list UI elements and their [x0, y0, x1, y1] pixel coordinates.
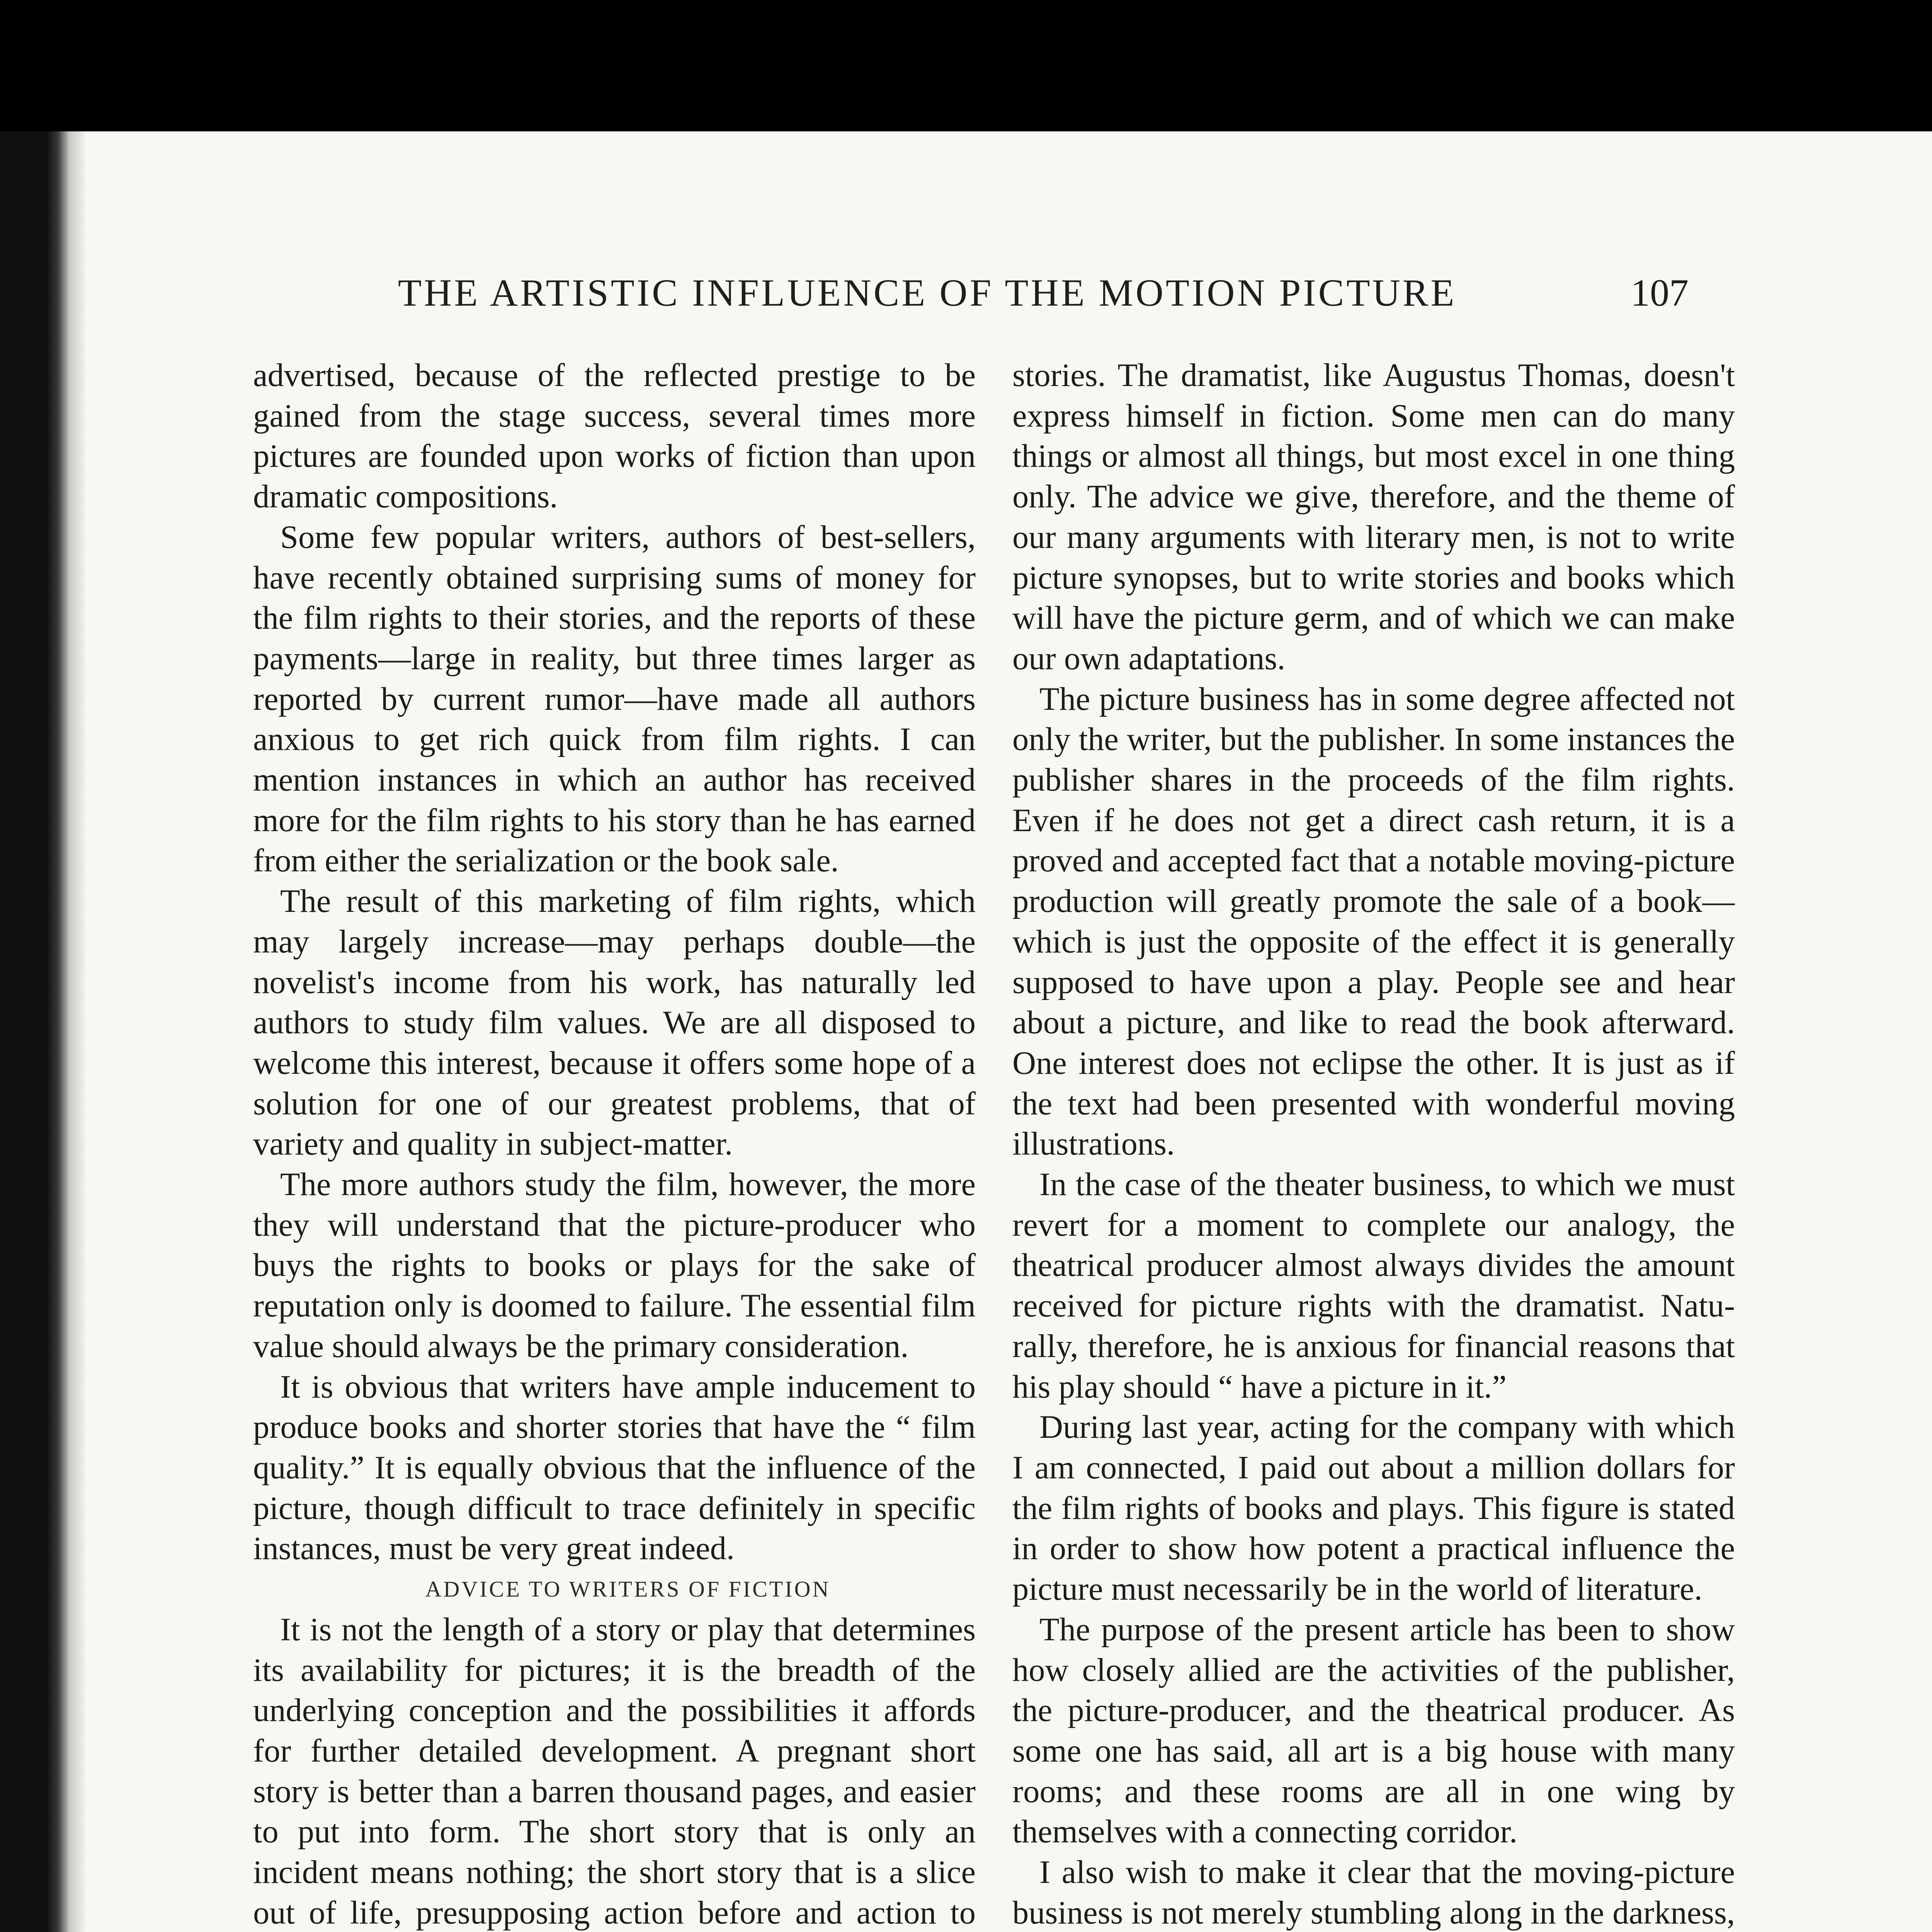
paragraph: stories. The dramatist, like Augustus Thomas, doesn't express himself in fiction. Some men can do many things or almost all things, but most excel in one thing only. The advice we give, therefore, and the theme of our many arguments with literary men, is not to write picture synopses, but to write stories and books which will have the picture germ, and of which we can make our own adaptations. — [1012, 357, 1735, 677]
paragraph: The more authors study the film, however, the more they will understand that the picture-producer who buys the rights to books or plays for the sake of reputation only is doomed to failure. The essential film value should always be the primary consideration. — [253, 1167, 976, 1364]
left-column — [253, 355, 976, 1932]
paragraph: The picture business has in some degree affected not only the writer, but the publisher. In some instances the publisher shares in the proceeds of the film rights. Even if he does not get a direct cash return, it is a proved and accepted fact that a notable moving-picture production will greatly promote the sale of a book—which is just the opposite of the effect it is generally supposed to have upon a play. People see and hear about a picture, and like to read the book afterward. One interest does not eclipse the other. It is just as if the text had been presented with wonderful moving illustrations. — [1012, 681, 1735, 1162]
running-title: THE ARTISTIC INFLUENCE OF THE MOTION PICTURE — [398, 271, 1457, 314]
page-number: 107 — [1631, 271, 1689, 314]
paragraph: During last year, acting for the company with which I am connected, I paid out about a million dollars for the film rights of books and plays. This figure is stated in order to show how potent a practical influence the picture must necessarily be in the world of literature. — [1012, 1409, 1735, 1607]
binding-edge — [0, 131, 85, 1932]
paragraph: In the case of the theater business, to which we must revert for a moment to complete our analogy, the theatrical producer almost always divides the amount received for picture rights with the dramatist. Naturally, therefore, he is anxious for financial reasons that his play should “ have a picture in it.” — [1012, 1167, 1735, 1405]
paragraph: I also wish to make it clear that the moving-picture business is not merely stumbling along in the darkness, — [1012, 1854, 1735, 1931]
paragraph: The result of this marketing of film rights, which may largely increase—may perhaps double—the novelist's income from his work, has naturally led authors to study film values. We are all disposed to welcome this interest, because it offers some hope of a solution for one of our greatest problems, that of variety and quality in subject-matter. — [253, 883, 976, 1162]
paragraph: It is not the length of a story or play that determines its availability for pictures; it is the breadth of the underlying conception and the possibilities it affords for further detailed development. A pregnant short story is better than a barren thousand pages, and easier to put into form. The short story that is only an incident means nothing; the short story that is a slice out of life, presupposing action before and action to — [253, 1611, 976, 1931]
paragraph: It is obvious that writers have ample inducement to produce books and shorter stories that have the “ film quality.” It is equally obvious that the influence of the picture, though difficult to trace definitely in specific instances, must be very great indeed. — [253, 1369, 976, 1567]
paragraph: The purpose of the present article has been to show how closely allied are the activities of the publisher, the picture-producer, and the theatrical producer. As some one has said, all art is a big house with many rooms; and these rooms are all in one wing by themselves with a connecting corridor. — [1012, 1611, 1735, 1850]
paragraph: advertised, because of the reflected prestige to be gained from the stage success, several times more pictures are founded upon works of fiction than upon dramatic compositions. — [253, 357, 976, 515]
section-heading: ADVICE TO WRITERS OF FICTION — [425, 1577, 831, 1602]
right-column — [1012, 355, 1735, 1932]
paragraph: Some few popular writers, authors of best-sellers, have recently obtained surprising sums of money for the film rights to their stories, and the reports of these payments—large in reality, but three times larger as reported by current rumor—have made all authors anxious to get rich quick from film rights. I can mention instances in which an author has received more for the film rights to his story than he has earned from either the serialization or the book sale. — [253, 519, 976, 879]
